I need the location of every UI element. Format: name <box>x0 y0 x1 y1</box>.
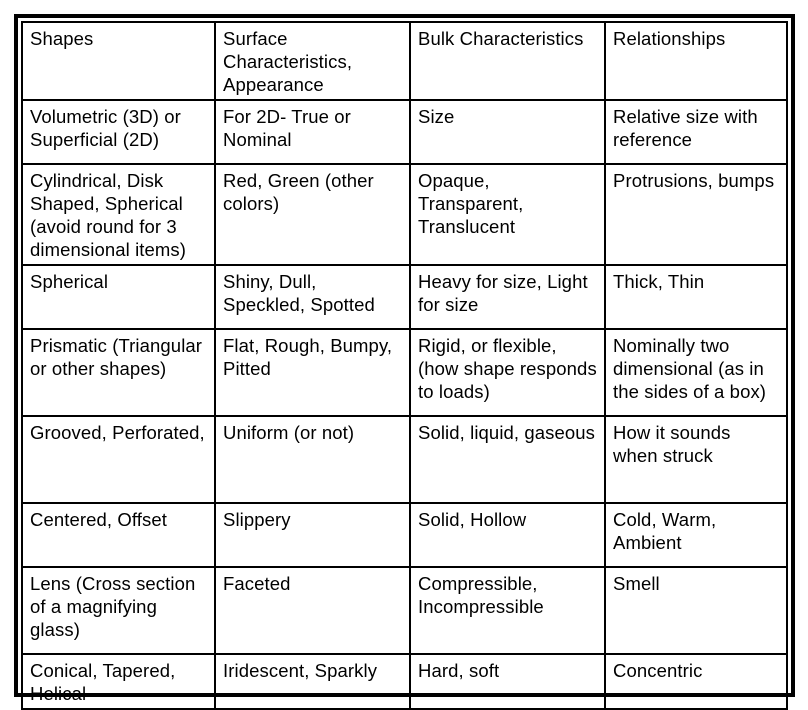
header-row <box>21 21 788 101</box>
table-cell: Size <box>411 101 606 165</box>
table-cell: Iridescent, Sparkly <box>216 655 411 710</box>
characteristics-table <box>21 21 788 710</box>
table-cell: Solid, liquid, gaseous <box>411 417 606 504</box>
table-cell: Flat, Rough, Bumpy, Pitted <box>216 330 411 417</box>
table-row <box>21 417 788 504</box>
table-cell: Conical, Tapered, Helical <box>21 655 216 710</box>
table-cell: Centered, Offset <box>21 504 216 568</box>
table-cell: Slippery <box>216 504 411 568</box>
table-cell: Spherical <box>21 266 216 330</box>
table-row <box>21 266 788 330</box>
table-cell: Protrusions, bumps <box>606 165 788 266</box>
table-cell: Concentric <box>606 655 788 710</box>
table-cell: Rigid, or flexible, (how shape responds to loads) <box>411 330 606 417</box>
table-cell: Prismatic (Triangular or other shapes) <box>21 330 216 417</box>
table-cell: Uniform (or not) <box>216 417 411 504</box>
table-cell: Red, Green (other colors) <box>216 165 411 266</box>
header-cell-shapes: Shapes <box>21 21 216 101</box>
table-cell: Grooved, Perforated, <box>21 417 216 504</box>
table-cell: Shiny, Dull, Speckled, Spotted <box>216 266 411 330</box>
table-cell: How it sounds when struck <box>606 417 788 504</box>
table-cell: Volumetric (3D) or Superficial (2D) <box>21 101 216 165</box>
table-frame <box>14 14 795 704</box>
table-row <box>21 568 788 655</box>
table-cell: Lens (Cross section of a magnifying glass) <box>21 568 216 655</box>
table-cell: Compressible, Incompressible <box>411 568 606 655</box>
table-cell: Heavy for size, Light for size <box>411 266 606 330</box>
table-cell: Thick, Thin <box>606 266 788 330</box>
table-cell: Cold, Warm, Ambient <box>606 504 788 568</box>
header-cell-surface: Surface Characteristics, Appearance <box>216 21 411 101</box>
table-row <box>21 165 788 266</box>
table-row <box>21 504 788 568</box>
table-cell: Relative size with reference <box>606 101 788 165</box>
table-cell: Hard, soft <box>411 655 606 710</box>
table-cell: Faceted <box>216 568 411 655</box>
table-cell: Smell <box>606 568 788 655</box>
table-cell: Cylindrical, Disk Shaped, Spherical (avoid round for 3 dimensional items) <box>21 165 216 266</box>
table-cell: Nominally two dimensional (as in the sides of a box) <box>606 330 788 417</box>
table-cell: Opaque, Transparent, Translucent <box>411 165 606 266</box>
table-cell: For 2D- True or Nominal <box>216 101 411 165</box>
table-row <box>21 330 788 417</box>
table-row <box>21 101 788 165</box>
header-cell-bulk: Bulk Characteristics <box>411 21 606 101</box>
table-cell: Solid, Hollow <box>411 504 606 568</box>
table-row <box>21 655 788 710</box>
header-cell-relationships: Relationships <box>606 21 788 101</box>
